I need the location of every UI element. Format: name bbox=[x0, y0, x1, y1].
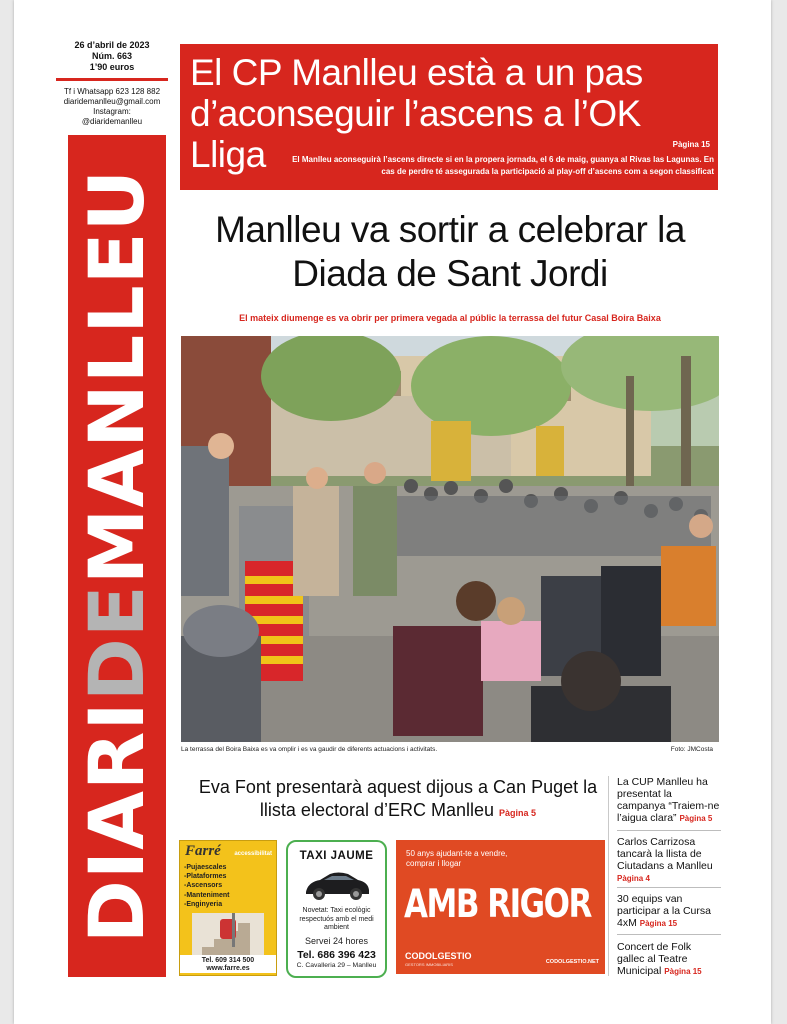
contact-phone: Tf i Whatsapp 623 128 882 bbox=[63, 87, 161, 96]
farre-service: -Manteniment bbox=[184, 891, 230, 899]
photo-caption bbox=[181, 746, 719, 753]
brief-item[interactable] bbox=[617, 836, 721, 885]
taxi-description: Novetat: Taxi ecològic respectuós amb el medi ambient bbox=[299, 907, 374, 931]
ad-farre[interactable] bbox=[179, 840, 277, 976]
ad-codolgestio[interactable] bbox=[396, 840, 605, 974]
stairlift-icon bbox=[192, 913, 264, 955]
contact-instagram: @diaridemanlleu bbox=[81, 117, 143, 126]
brief-divider bbox=[617, 887, 721, 888]
brief-divider bbox=[617, 934, 721, 935]
title-part-de: DE bbox=[72, 584, 161, 702]
codol-logo-sub: GESTORS IMMOBILIARIS bbox=[405, 962, 453, 967]
taxi-address: C. Cavalleria 29 – Manlleu bbox=[296, 962, 377, 969]
taxi-phone: Tel. 686 396 423 bbox=[297, 949, 376, 961]
main-photo bbox=[181, 336, 719, 742]
car-icon bbox=[302, 868, 372, 902]
main-subhead: El mateix diumenge es va obrir per primera vegada al públic la terrassa del futur Casal Boira Baixa bbox=[239, 313, 661, 323]
brief-item[interactable] bbox=[617, 893, 721, 930]
title-part-manlleu: MANLLEU bbox=[72, 168, 161, 585]
secondary-story-page-ref: Pàgina 5 bbox=[499, 808, 537, 818]
vertical-masthead bbox=[68, 135, 166, 977]
secondary-story[interactable] bbox=[190, 776, 606, 825]
crowd-photo-illustration bbox=[181, 336, 719, 742]
photo-caption-text: La terrassa del Boira Baixa es va omplir i es va gaudir de diferents actuacions i activitats. bbox=[181, 746, 438, 753]
farre-service: -Enginyeria bbox=[184, 900, 223, 908]
secondary-story-headline[interactable]: Eva Font presentarà aquest dijous a Can Puget la llista electoral d’ERC Manlleu bbox=[198, 777, 598, 820]
brief-text[interactable]: Concert de Folk gallec al Teatre Municipal bbox=[617, 941, 692, 977]
brief-page-ref: Pàgina 15 bbox=[639, 919, 678, 928]
brief-page-ref: Pàgina 4 bbox=[617, 874, 650, 883]
codol-logo: CODOLGESTIO bbox=[405, 951, 472, 961]
codol-slogan: AMB RIGOR bbox=[404, 882, 591, 927]
top-story-headline[interactable]: El CP Manlleu està a un pas d’aconseguir l’ascens a l’OK Lliga bbox=[190, 52, 643, 175]
farre-web[interactable]: www.farre.es bbox=[206, 965, 250, 972]
title-part-diari: DIARI bbox=[72, 701, 161, 944]
photo-credit: Foto: JMCosta bbox=[670, 746, 713, 753]
codol-intro: 50 anys ajudant-te a vendre, comprar i llogar bbox=[406, 849, 508, 868]
farre-service: -Ascensors bbox=[184, 882, 223, 890]
top-story-box[interactable] bbox=[180, 44, 718, 190]
farre-service: -Plataformes bbox=[184, 873, 227, 881]
taxi-name: TAXI JAUME bbox=[299, 850, 374, 862]
masthead-info bbox=[56, 40, 168, 127]
brief-text[interactable]: 30 equips van participar a la Cursa 4xM bbox=[617, 893, 711, 929]
column-divider bbox=[608, 776, 609, 976]
top-story-summary: El Manlleu aconseguirà l’ascens directe si en la propera jornada, el 6 de maig, guanya al Rivas las Lagunas. En cas de perdre té assegurada la participació al play-off d’ascens com a segon classificat bbox=[292, 155, 714, 176]
masthead-rule bbox=[56, 78, 168, 81]
farre-footer bbox=[180, 955, 276, 973]
ad-taxi-jaume[interactable] bbox=[286, 840, 387, 978]
brief-text[interactable]: La CUP Manlleu ha presentat la campanya “Traiem-ne l’aigua clara” bbox=[617, 776, 720, 824]
issue-date: 26 d’abril de 2023 bbox=[74, 40, 150, 50]
taxi-service: Servei 24 hores bbox=[304, 936, 369, 946]
top-story-page-ref: Pàgina 15 bbox=[672, 140, 710, 149]
farre-tagline: accessibilitat bbox=[234, 851, 272, 857]
main-headline[interactable]: Manlleu va sortir a celebrar la Diada de Sant Jordi bbox=[215, 209, 685, 294]
newspaper-title bbox=[74, 135, 160, 977]
contact-email: diaridemanlleu@gmail.com bbox=[63, 97, 161, 106]
brief-page-ref: Pàgina 15 bbox=[664, 967, 702, 976]
codol-web[interactable]: CODOLGESTIO.NET bbox=[545, 959, 599, 965]
issue-number: Núm. 663 bbox=[91, 51, 133, 61]
farre-phone: Tel. 609 314 500 bbox=[201, 957, 255, 964]
farre-service: -Pujaescales bbox=[184, 864, 227, 871]
contact-instagram-label: Instagram: bbox=[93, 107, 131, 116]
brief-item[interactable] bbox=[617, 941, 721, 978]
brief-item[interactable] bbox=[617, 776, 721, 825]
farre-brand: Farré bbox=[185, 843, 221, 859]
issue-price: 1’90 euros bbox=[89, 62, 135, 72]
brief-divider bbox=[617, 830, 721, 831]
brief-page-ref: Pàgina 5 bbox=[679, 814, 713, 823]
brief-text[interactable]: Carlos Carrizosa tancarà la llista de Ciutadans a Manlleu bbox=[617, 836, 713, 872]
farre-service-list bbox=[184, 863, 230, 909]
